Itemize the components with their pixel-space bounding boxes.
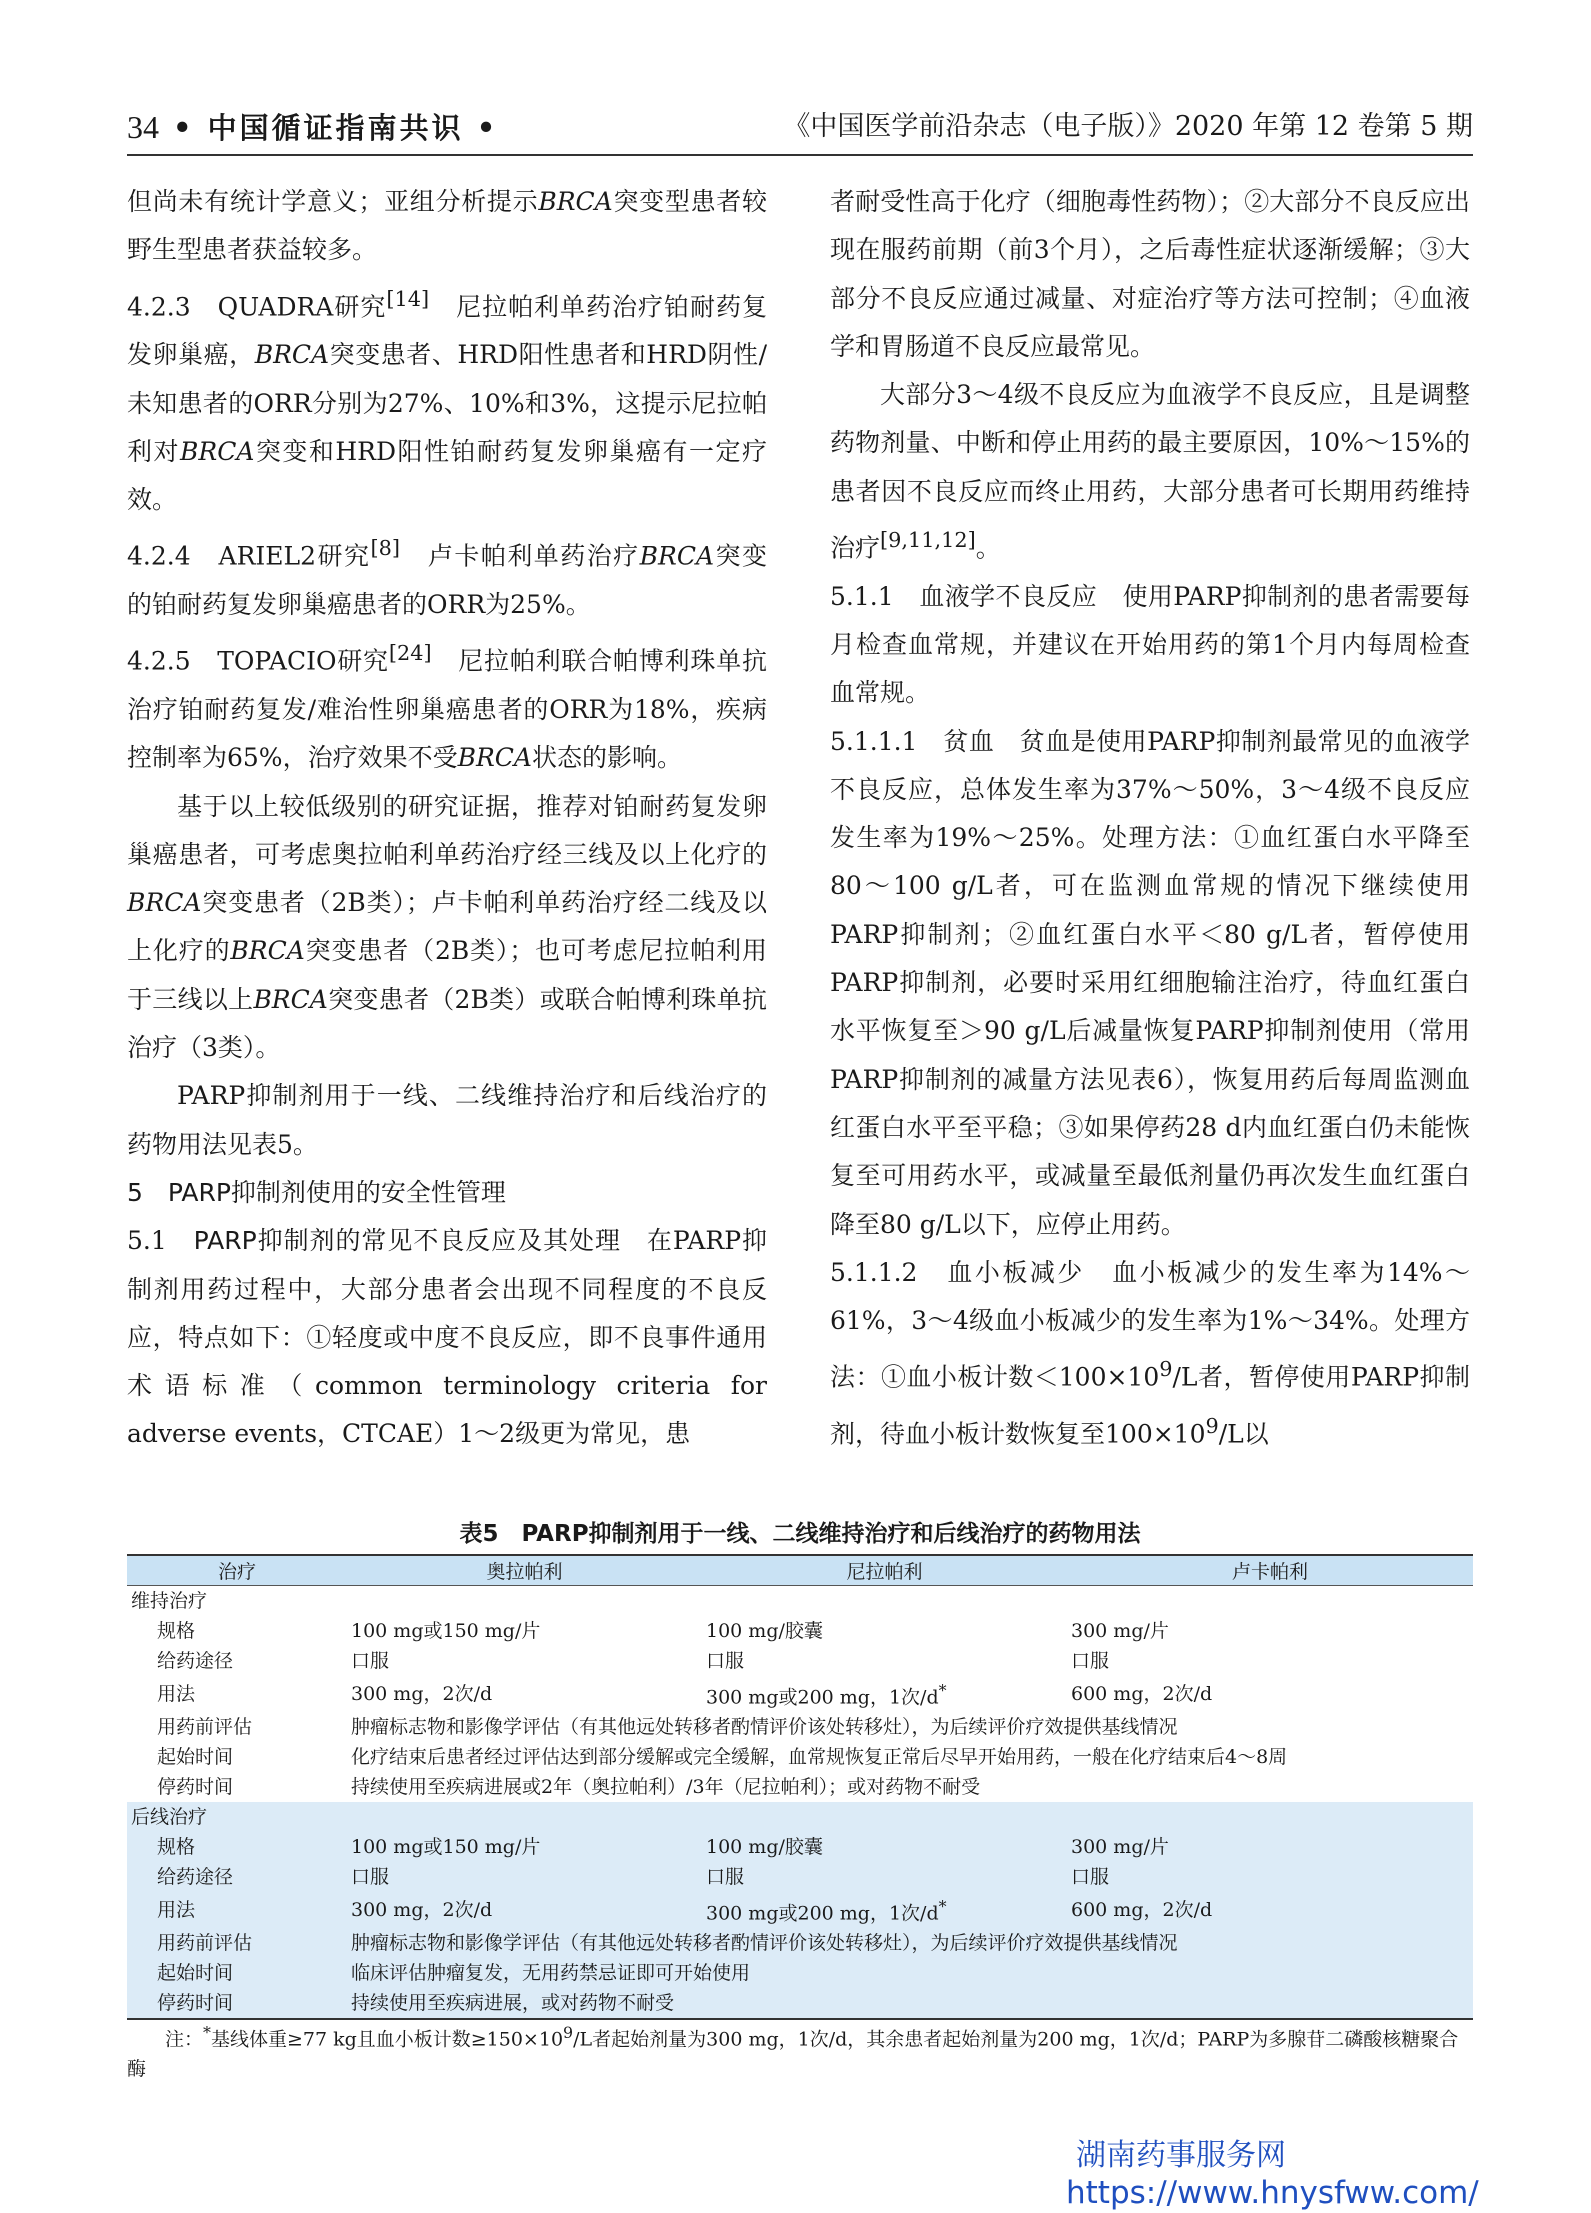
- body-paragraph: 5.1 PARP抑制剂的常见不良反应及其处理 在PARP抑制剂用药过程中，大部分患者会出现不同程度的不良反应，特点如下：①轻度或中度不良反应，即不良事件通用术语标准（common terminology criteria for adverse events，CTCAE）1～2级更为常见，患: [127, 1226, 767, 1449]
- table-row: [127, 1742, 1473, 1772]
- table-row: [127, 1958, 1473, 1988]
- table-cell: 口服: [702, 1862, 1067, 1892]
- right-column: [830, 178, 1470, 1459]
- table-cell: 100 mg或150 mg/片: [351, 1619, 541, 1642]
- row-label: 给药途径: [127, 1862, 347, 1892]
- table-cell: 100 mg/胶囊: [702, 1832, 1067, 1862]
- body-paragraph: 4.2.4 ARIEL2研究[8] 卢卡帕利单药治疗BRCA突变的铂耐药复发卵巢癌患者的ORR为25%。: [127, 536, 767, 620]
- table-cell: 300 mg/片: [1067, 1832, 1473, 1862]
- header-left: [127, 102, 498, 154]
- body-paragraph: PARP抑制剂用于一线、二线维持治疗和后线治疗的药物用法见表5。: [127, 1081, 767, 1159]
- header-rule: [127, 154, 1473, 156]
- page-number: 34: [127, 109, 159, 145]
- row-label: 起始时间: [127, 1958, 347, 1988]
- section-label: 后线治疗: [127, 1802, 1473, 1832]
- row-label: 用药前评估: [157, 1715, 253, 1738]
- body-paragraph: 者耐受性高于化疗（细胞毒性药物）；②大部分不良反应出现在服药前期（前3个月），之后毒性症状逐渐缓解；③大部分不良反应通过减量、对症治疗等方法可控制；④血液学和胃肠道不良反应最常见。: [830, 187, 1470, 361]
- section-title: • 中国循证指南共识 •: [173, 111, 499, 145]
- row-label: 规格: [127, 1832, 347, 1862]
- table-cell: 300 mg/片: [1071, 1619, 1169, 1642]
- column-header: 尼拉帕利: [702, 1555, 1067, 1585]
- table-section-row: [127, 1802, 1473, 1832]
- table-row: [127, 1832, 1473, 1862]
- table-row: [127, 1862, 1473, 1892]
- table-cell: 肿瘤标志物和影像学评估（有其他远处转移者酌情评价该处转移灶），为后续评价疗效提供基线情况: [347, 1928, 1473, 1958]
- table-header-row: [127, 1555, 1473, 1585]
- column-header: 卢卡帕利: [1067, 1555, 1473, 1585]
- table-cell: 100 mg或150 mg/片: [347, 1832, 702, 1862]
- watermark-url[interactable]: https://www.hnysfww.com/: [1066, 2175, 1479, 2211]
- row-label: 停药时间: [157, 1775, 234, 1798]
- table-cell: 600 mg，2次/d: [1067, 1892, 1473, 1928]
- table-cell: 100 mg/胶囊: [706, 1619, 823, 1642]
- table-cell: 600 mg，2次/d: [1071, 1682, 1213, 1705]
- row-label: 用法: [127, 1892, 347, 1928]
- table-row: [127, 1646, 1473, 1676]
- body-paragraph: 5.1.1.1 贫血 贫血是使用PARP抑制剂最常见的血液学不良反应，总体发生率为37%～50%，3～4级不良反应发生率为19%～25%。处理方法：①血红蛋白水平降至80～100 g/L者，可在监测血常规的情况下继续使用PARP抑制剂；②血红蛋白水平＜80 g/L者，暂停使用PARP抑制剂，必要时采用红细胞输注治疗，待血红蛋白水平恢复至＞90 g/L后减量恢复PARP抑制剂使用（常用PARP抑制剂的减量方法见表6），恢复用药后每周监测血红蛋白水平至平稳；③如果停药28 d内血红蛋白仍未能恢复至可用药水平，或减量至最低剂量仍再次发生血红蛋白降至80 g/L以下，应停止用药。: [830, 726, 1470, 1239]
- table-cell: 口服: [1067, 1862, 1473, 1892]
- table-cell: 口服: [351, 1649, 390, 1672]
- page-header: [127, 102, 1473, 152]
- table-caption: 表5 PARP抑制剂用于一线、二线维持治疗和后线治疗的药物用法: [459, 1521, 1141, 1547]
- body-paragraph: 5.1.1 血液学不良反应 使用PARP抑制剂的患者需要每月检查血常规，并建议在开始用药的第1个月内每周检查血常规。: [830, 581, 1470, 708]
- table-row: [127, 1676, 1473, 1712]
- table-row: [127, 1892, 1473, 1928]
- table-cell: 300 mg或200 mg，1次/d*: [706, 1680, 947, 1708]
- journal-citation: 《中国医学前沿杂志（电子版）》2020 年第 12 卷第 5 期: [783, 111, 1473, 142]
- section-heading: 5 PARP抑制剂使用的安全性管理: [127, 1177, 506, 1207]
- table-cell: 口服: [706, 1649, 745, 1672]
- table-cell: 临床评估肿瘤复发，无用药禁忌证即可开始使用: [347, 1958, 1473, 1988]
- body-paragraph: 但尚未有统计学意义；亚组分析提示BRCA突变型患者较野生型患者获益较多。: [127, 187, 767, 265]
- column-header: 奥拉帕利: [347, 1555, 702, 1585]
- table-row: [127, 1988, 1473, 2019]
- row-label: 用法: [157, 1682, 196, 1705]
- body-paragraph: 4.2.5 TOPACIO研究[24] 尼拉帕利联合帕博利珠单抗治疗铂耐药复发/难治性卵巢癌患者的ORR为18%，疾病控制率为65%，治疗效果不受BRCA状态的影响。: [127, 641, 767, 773]
- table-row: [127, 1928, 1473, 1958]
- table-cell: 300 mg或200 mg，1次/d*: [702, 1892, 1067, 1928]
- row-label: 给药途径: [157, 1649, 234, 1672]
- table-cell: 口服: [1071, 1649, 1110, 1672]
- table-cell: 300 mg，2次/d: [347, 1892, 702, 1928]
- table-row: [127, 1712, 1473, 1742]
- body-paragraph: 5.1.1.2 血小板减少 血小板减少的发生率为14%～61%，3～4级血小板减少的发生率为1%～34%。处理方法：①血小板计数$<100\times 10^9/L$者，暂停使用PARP抑制剂，待血小板计数恢复至$100\times 10^9/L$以: [830, 1257, 1470, 1449]
- table-cell: 300 mg，2次/d: [351, 1682, 493, 1705]
- table-note: 注：*基线体重≥77 kg且血小板计数$\ge 150\times 10^9/L$者起始剂量为300 mg，1次/d，其余患者起始剂量为200 mg，1次/d；PARP为多腺苷二磷酸核糖聚合酶: [127, 2023, 1459, 2081]
- left-column: [127, 178, 767, 1459]
- section-label: 维持治疗: [131, 1589, 208, 1612]
- watermark-site-name: 湖南药事服务网: [1076, 2138, 1286, 2173]
- row-label: 用药前评估: [127, 1928, 347, 1958]
- table-cell: 肿瘤标志物和影像学评估（有其他远处转移者酌情评价该处转移灶），为后续评价疗效提供基线情况: [351, 1715, 1178, 1738]
- medication-table: [127, 1554, 1473, 2020]
- watermark: [1066, 2138, 1486, 2212]
- body-paragraph: 基于以上较低级别的研究证据，推荐对铂耐药复发卵巢癌患者，可考虑奥拉帕利单药治疗经三线及以上化疗的BRCA突变患者（2B类）；卢卡帕利单药治疗经二线及以上化疗的BRCA突变患者（2B类）；也可考虑尼拉帕利用于三线以上BRCA突变患者（2B类）或联合帕博利珠单抗治疗（3类）。: [127, 791, 767, 1063]
- row-label: 停药时间: [127, 1988, 347, 2019]
- table-cell: 持续使用至疾病进展或2年（奥拉帕利）/3年（尼拉帕利）；或对药物不耐受: [351, 1775, 981, 1798]
- table-row: [127, 1772, 1473, 1802]
- body-paragraph: 4.2.3 QUADRA研究[14] 尼拉帕利单药治疗铂耐药复发卵巢癌，BRCA突变患者、HRD阳性患者和HRD阴性/未知患者的ORR分别为27%、10%和3%，这提示尼拉帕利对BRCA突变和HRD阳性铂耐药复发卵巢癌有一定疗效。: [127, 286, 767, 515]
- column-header: 治疗: [127, 1555, 347, 1585]
- row-label: 起始时间: [157, 1745, 234, 1768]
- table-cell: 化疗结束后患者经过评估达到部分缓解或完全缓解，血常规恢复正常后尽早开始用药，一般在化疗结束后4～8周: [351, 1745, 1288, 1768]
- body-paragraph: 大部分3～4级不良反应为血液学不良反应，且是调整药物剂量、中断和停止用药的最主要原因，10%～15%的患者因不良反应而终止用药，大部分患者可长期用药维持治疗[9,11,12]。: [830, 380, 1470, 563]
- table-row: [127, 1616, 1473, 1646]
- table-cell: 持续使用至疾病进展，或对药物不耐受: [347, 1988, 1473, 2019]
- table-section-row: [127, 1585, 1473, 1616]
- row-label: 规格: [157, 1619, 196, 1642]
- table-cell: 口服: [347, 1862, 702, 1892]
